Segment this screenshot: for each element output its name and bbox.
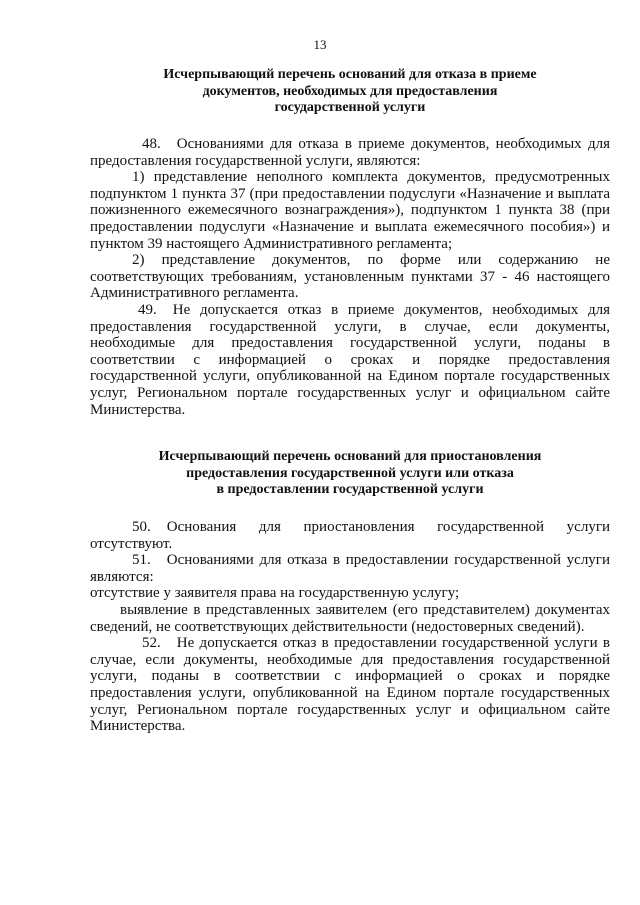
section-heading-suspension-refusal	[90, 449, 610, 499]
paragraph-number: 49.	[138, 301, 157, 318]
paragraph-49	[90, 302, 610, 418]
heading-line: документов, необходимых для предоставления	[202, 83, 498, 99]
paragraph-text: Не допускается отказ в предоставлении государственной услуги в случае, если документы, необходимые для предоставления государственной услуги, поданы в соответствии с информацией о сроках и порядке предоставления услуги, опубликованной на Едином портале государственных услуг, Региональном портале государственных услуг и официальном сайте Министерства.	[90, 635, 610, 735]
list-item-2: 2) представление документов, по форме или содержанию не соответствующих требованиям, установленным пунктами 37 - 46 настоящего Административного регламента.	[90, 252, 610, 302]
paragraph-52	[90, 635, 610, 735]
paragraph-number: 52.	[142, 635, 161, 652]
section1-body	[90, 136, 610, 418]
paragraph-text: Основаниями для отказа в приеме документов, необходимых для предоставления государственной услуги, являются:	[90, 136, 610, 169]
paragraph-text: Основания для приостановления государственной услуги отсутствуют.	[90, 519, 610, 552]
paragraph-51	[90, 552, 610, 585]
paragraph-number: 50.	[132, 519, 151, 535]
page-number: 13	[313, 37, 327, 52]
refusal-reason-2: выявление в представленных заявителем (его представителем) документах сведений, не соответствующих действительности (недостоверных сведений).	[90, 601, 610, 635]
paragraph-50	[90, 519, 610, 552]
heading-line: Исчерпывающий перечень оснований для отказа в приеме	[163, 67, 537, 82]
heading-line: предоставления государственной услуги или отказа	[186, 465, 514, 481]
heading-line: Исчерпывающий перечень оснований для приостановления	[158, 449, 542, 464]
list-item-1: 1) представление неполного комплекта документов, предусмотренных подпунктом 1 пункта 37 (при предоставлении подуслуги «Назначение и выплата пожизненного ежемесячного вознаграждения»), подпунктом 1 пункта 38 (при предоставлении подуслуги «Назначение и выплата ежемесячного пособия») и пунктом 39 настоящего Административного регламента;	[90, 169, 610, 252]
heading-line: в предоставлении государственной услуги	[216, 482, 484, 497]
section-heading-refusal-acceptance	[90, 67, 610, 117]
section2-body	[90, 519, 610, 735]
paragraph-text: Основаниями для отказа в предоставлении государственной услуги являются:	[90, 552, 610, 585]
refusal-reason-1: отсутствие у заявителя права на государственную услугу;	[90, 585, 460, 602]
heading-line: государственной услуги	[274, 100, 426, 115]
paragraph-48	[90, 136, 610, 169]
paragraph-text: Не допускается отказ в приеме документов, необходимых для предоставления государственной услуги, в случае, если документы, необходимые для предоставления государственной услуги, поданы в соответствии с информацией о сроках и порядке предоставления государственной услуги, опубликованной на Едином портале государственных услуг, Региональном портале государственных услуг и официальном сайте Министерства.	[90, 301, 610, 418]
paragraph-number: 51.	[132, 552, 151, 569]
paragraph-number: 48.	[142, 136, 161, 152]
